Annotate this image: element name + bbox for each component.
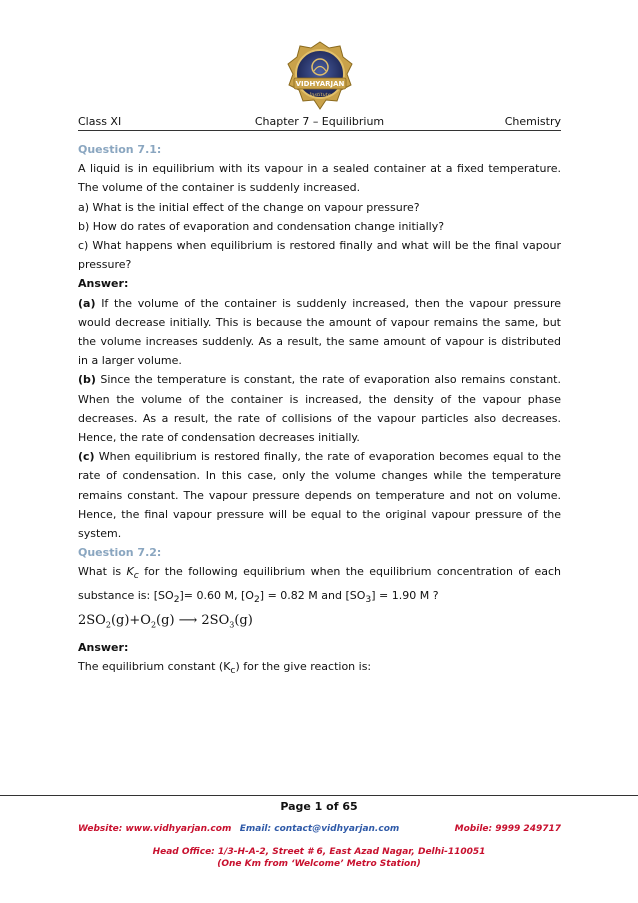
- answer-part-c: [78, 447, 561, 543]
- question-part-b: b) How do rates of evaporation and condensation change initially?: [78, 219, 445, 233]
- answer-label: Answer:: [78, 277, 129, 291]
- question-7-2-text: What is $K_c$ for the following equilibrium when the equilibrium concentration of each substance is: $[SO_2]= 0.60$ M, $[O_2] = 0.82$ M and $[SO_3] = 1.90$ M ?: [78, 565, 561, 606]
- office-landmark-line: (One Km from ‘Welcome’ Metro Station): [217, 859, 421, 869]
- answer-part-label: (b): [78, 373, 96, 387]
- logo-subtext: Institute: [309, 92, 331, 98]
- email-link[interactable]: Email: contact@vidhyarjan.com: [239, 824, 400, 834]
- vidhyarjan-logo: [285, 40, 355, 112]
- question-7-1-title: Question 7.1:: [78, 143, 162, 156]
- page-number: Page 1 of 65: [280, 800, 358, 813]
- answer-part-b: [78, 370, 561, 447]
- answer-part-a: [78, 294, 561, 371]
- question-text: A liquid is in equilibrium with its vapour in a sealed container at a fixed temperature. The volume of the container is suddenly increased.: [78, 162, 561, 195]
- header-class: Class XI: [78, 115, 122, 128]
- mobile-number: Mobile: 9999 249717: [454, 824, 561, 834]
- head-office-address: [0, 846, 638, 870]
- answer-part-text: Since the temperature is constant, the rate of evaporation also remains constant. When the volume of the container is increased, the density of the vapour phase decreases. As a result, the rate of collisions of the vapour particles also decreases. Hence, the rate of condensation decreases initially.: [78, 373, 561, 445]
- answer-label-7-2: Answer:: [78, 640, 129, 654]
- answer-7-2-text: The equilibrium constant $(K_c)$ for the give reaction is:: [78, 660, 372, 677]
- contact-bar: [78, 824, 561, 838]
- answer-part-text: When equilibrium is restored finally, the rate of evaporation becomes equal to the rate of condensation. In this case, only the volume changes while the temperature remains constant. The vapour pressure depends on temperature and not on volume. Hence, the final vapour pressure will be equal to the original vapour pressure of the system.: [78, 450, 561, 541]
- page-header: [78, 115, 561, 131]
- office-address-line: Head Office: 1/3-H-A-2, Street # 6, East Azad Nagar, Delhi-110051: [152, 847, 486, 857]
- question-part-a: a) What is the initial effect of the change on vapour pressure?: [78, 200, 420, 214]
- logo-text: VIDHYARJAN: [295, 80, 345, 88]
- header-subject: Chemistry: [504, 115, 561, 128]
- reaction-equation: $2SO_2(g)+O_2(g)$ ⟶ $2SO_3(g)$: [78, 613, 253, 630]
- footer-divider: [0, 795, 638, 796]
- website-link[interactable]: Website: www.vidhyarjan.com: [78, 824, 232, 834]
- answer-part-label: (c): [78, 450, 95, 464]
- question-part-c: c) What happens when equilibrium is restored finally and what will be the final vapour pressure?: [78, 239, 561, 272]
- main-content: [78, 140, 561, 680]
- answer-part-text: If the volume of the container is suddenly increased, then the vapour pressure would decrease initially. This is because the amount of vapour remains the same, but the volume increases suddenly. As a result, the same amount of vapour is distributed in a larger volume.: [78, 296, 561, 368]
- answer-part-label: (a): [78, 296, 96, 310]
- question-7-2-title: Question 7.2:: [78, 546, 162, 560]
- header-chapter: Chapter 7 – Equilibrium: [254, 115, 385, 128]
